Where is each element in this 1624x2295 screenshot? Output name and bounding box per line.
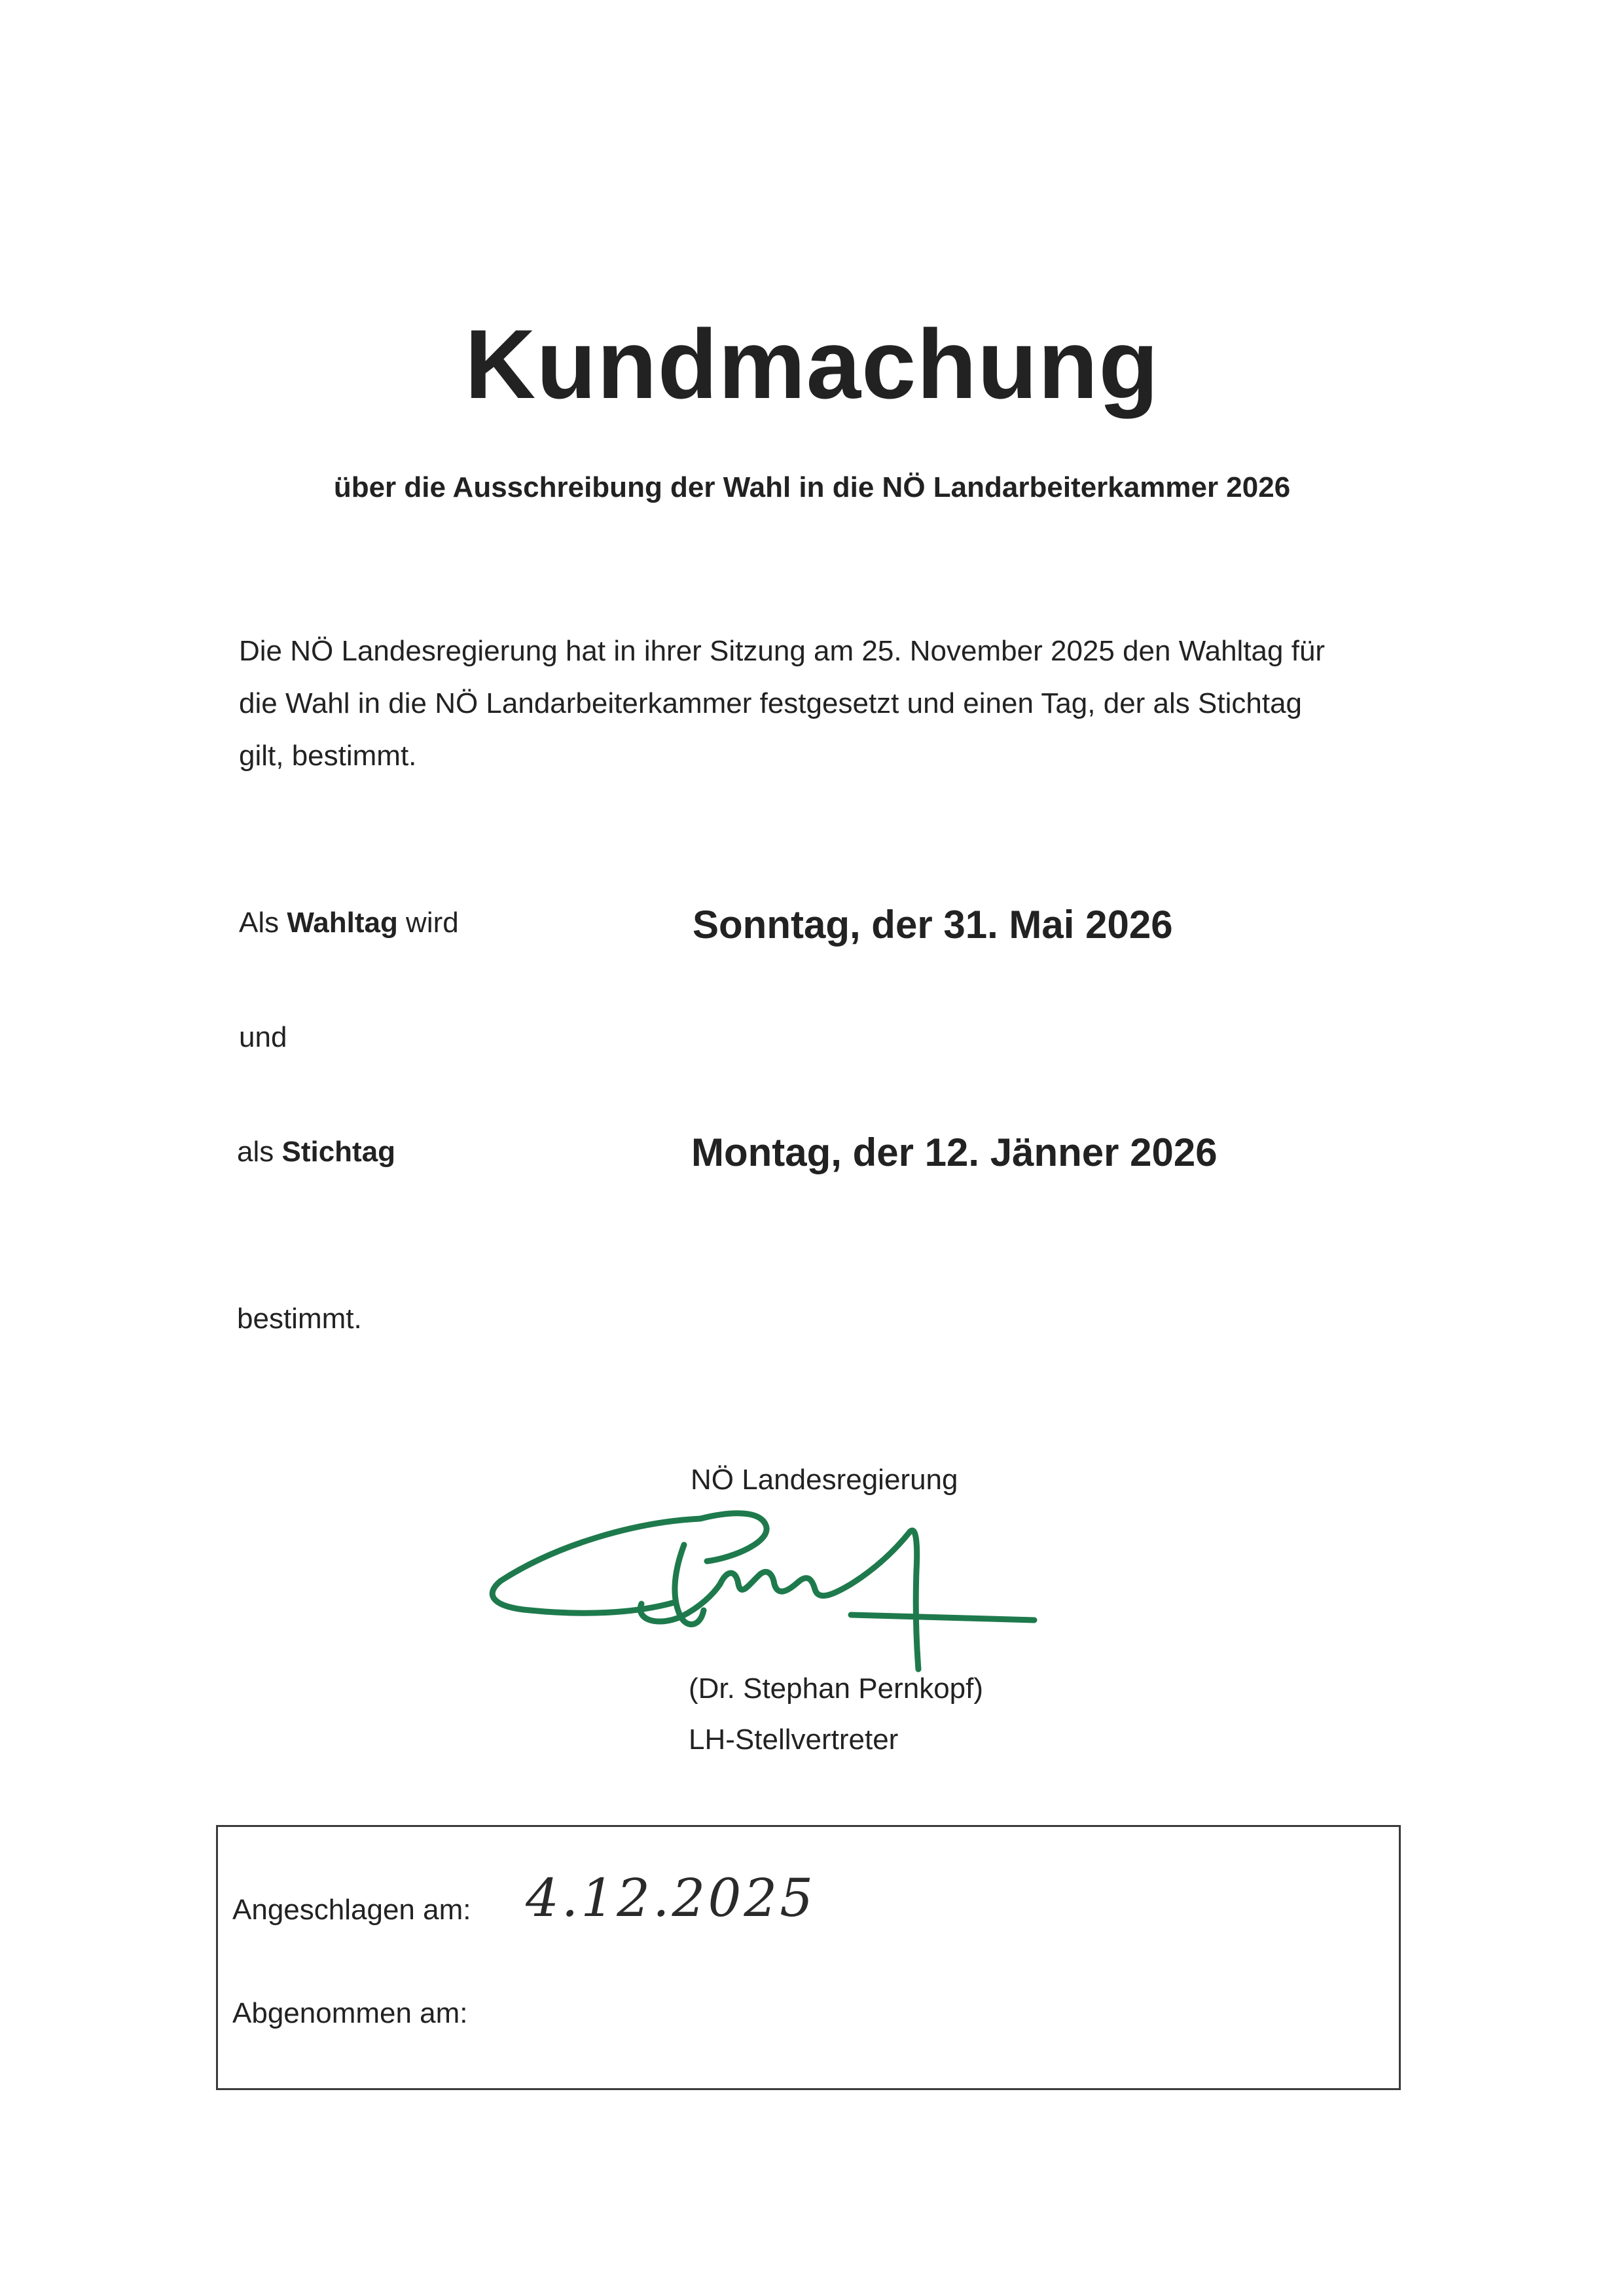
posted-label: Angeschlagen am: [232,1894,471,1926]
bestimmt-text: bestimmt. [237,1303,362,1335]
intro-line: die Wahl in die NÖ Landarbeiterkammer festgesetzt und einen Tag, der als Stichtag [239,687,1303,719]
document-subtitle: über die Ausschreibung der Wahl in die NÖ Landarbeiterkammer 2026 [333,471,1291,503]
posted-date: 4.12.2025 [526,1868,816,1928]
und-text: und [239,1021,287,1053]
stichtag-label: als Stichtag [237,1136,396,1168]
wahltag-date: Sonntag, der 31. Mai 2026 [693,903,1173,947]
signatory-role: LH-Stellvertreter [689,1724,899,1756]
intro-line: gilt, bestimmt. [239,740,417,772]
signature [484,1486,1074,1682]
intro-line: Die NÖ Landesregierung hat in ihrer Sitzung am 25. November 2025 den Wahltag für [239,635,1326,667]
removed-label: Abgenommen am: [232,1997,468,2029]
authority-name: NÖ Landesregierung [691,1464,958,1496]
wahltag-label: Als Wahltag wird [239,907,459,939]
posting-box [216,1825,1401,2090]
document-title: Kundmachung [465,309,1159,419]
intro-paragraph [239,625,1417,782]
signatory-name: (Dr. Stephan Pernkopf) [689,1672,984,1705]
stichtag-date: Montag, der 12. Jänner 2026 [691,1130,1218,1174]
